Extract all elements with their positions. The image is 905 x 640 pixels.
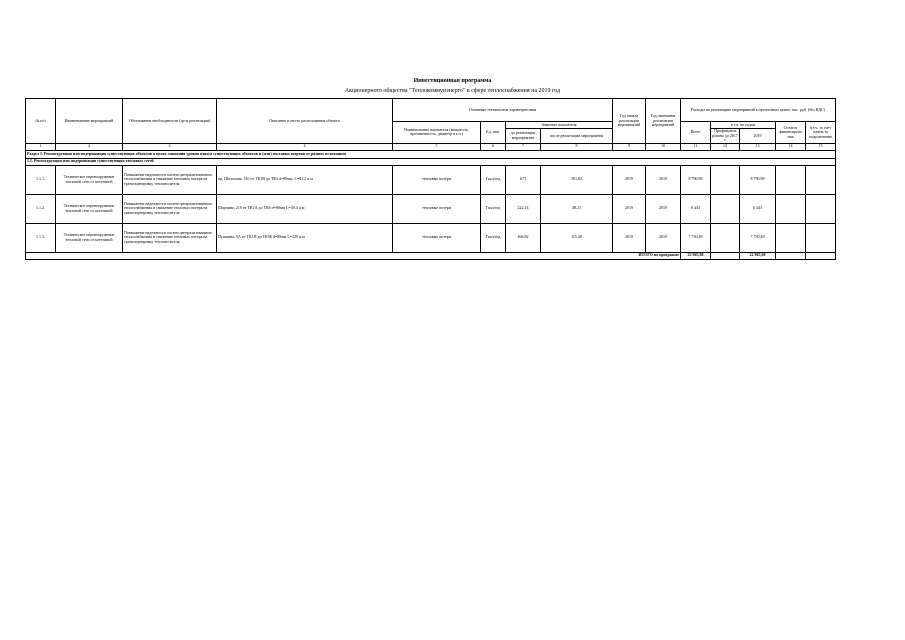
row-characteristic: тепловые потери xyxy=(393,223,481,252)
header-num: № п/п xyxy=(26,99,56,144)
row-year-start: 2019 xyxy=(613,165,646,194)
column-number: 15 xyxy=(806,143,836,150)
row-justification: Повышение надежности систем централизованного теплоснабжения и снижение тепловых потерь на транспортировку теплоносителя xyxy=(123,165,217,194)
row-after: 115,40 xyxy=(541,223,613,252)
column-number: 3 xyxy=(123,143,217,150)
column-number: 4 xyxy=(217,143,393,150)
header-year-start: Год начала реализации мероприятий xyxy=(613,99,646,144)
document-title: Инвестиционная программа xyxy=(413,78,492,84)
document-subtitle: Акционерного общества "Теплокоммунэнерго" в сфере теплоснабжения на 2019 год xyxy=(344,88,561,94)
row-year-2019: 7 730,49 xyxy=(740,223,776,252)
header-by-years: в т.ч. по годам xyxy=(711,122,776,129)
table-row xyxy=(26,223,836,252)
column-number: 9 xyxy=(613,143,646,150)
row-characteristic: тепловые потери xyxy=(393,194,481,223)
table-row xyxy=(26,194,836,223)
row-unit: Гкал/год xyxy=(481,165,506,194)
column-number: 13 xyxy=(740,143,776,150)
row-year-start: 2019 xyxy=(613,223,646,252)
row-remaining xyxy=(776,165,806,194)
row-year-2019: 8 790,99 xyxy=(740,165,776,194)
header-row-1 xyxy=(26,99,836,122)
column-number: 2 xyxy=(56,143,123,150)
row-total: 8 790,99 xyxy=(681,165,711,194)
table-row xyxy=(26,165,836,194)
header-year-2019: 2019 xyxy=(740,129,776,144)
header-year-end: Год окончания реализации мероприятий xyxy=(646,99,681,144)
row-funded-before xyxy=(711,165,740,194)
row-name: Техническое перевооружение тепловой сети от котельной xyxy=(56,223,123,252)
row-after: 391,82 xyxy=(541,165,613,194)
column-numbers-row xyxy=(26,143,836,150)
row-justification: Повышение надежности систем централизованного теплоснабжения и снижение тепловых потерь на транспортировку теплоносителя xyxy=(123,194,217,223)
row-year-start: 2019 xyxy=(613,194,646,223)
row-connection-fee xyxy=(806,194,836,223)
subsection-title: 1.1. Реконструкция или модернизация существующих тепловых сетей xyxy=(26,158,836,165)
row-before: 466,82 xyxy=(506,223,541,252)
row-unit: Гкал/год xyxy=(481,223,506,252)
row-after: 48,21 xyxy=(541,194,613,223)
row-connection-fee xyxy=(806,165,836,194)
header-description: Описание и место расположения объекта xyxy=(217,99,393,144)
row-num: 1.1.2. xyxy=(26,194,56,223)
column-number: 6 xyxy=(481,143,506,150)
header-costs: Расходы на реализацию мероприятий в прогнозных ценах, тыс. руб. (без НДС) xyxy=(681,99,836,122)
header-name: Наименование мероприятий xyxy=(56,99,123,144)
column-number: 11 xyxy=(681,143,711,150)
row-remaining xyxy=(776,194,806,223)
row-before: 673 xyxy=(506,165,541,194)
investment-program-table xyxy=(25,98,836,260)
header-funded-before: Профинанси ровано до 2017 г. xyxy=(712,128,738,143)
total-connection-fee xyxy=(806,252,836,259)
column-number: 8 xyxy=(541,143,613,150)
row-total: 6 443 xyxy=(681,194,711,223)
header-after: после реализации мероприятия xyxy=(541,129,613,144)
section-title: Раздел 1. Реконструкция или модернизация существующих объектов в целях снижения уровня износа существующих объектов и (или) поставки энергии от разных источников xyxy=(26,150,836,158)
row-unit: Гкал/год xyxy=(481,194,506,223)
row-year-2019: 6 443 xyxy=(740,194,776,223)
row-description: Шаумяна, 210 от ТК1А до ТК6 d=80мм L=39,4 п.м xyxy=(217,194,393,223)
total-remaining xyxy=(776,252,806,259)
header-main-characteristics: Основные технические характеристики xyxy=(393,99,613,122)
header-unit: Ед. изм. xyxy=(481,122,506,144)
total-label: ИТОГО по программе xyxy=(26,252,681,259)
row-name: Техническое перевооружение тепловой сети от котельной xyxy=(56,194,123,223)
row-year-end: 2019 xyxy=(646,223,681,252)
row-total: 7 730,49 xyxy=(681,223,711,252)
subsection-row xyxy=(26,158,836,165)
total-row xyxy=(26,252,836,259)
header-values: Значение показателя xyxy=(506,122,613,129)
header-before: до реализации мероприятия xyxy=(506,129,541,144)
header-characteristic-name: Наименование показателя (мощность, протяженность, диаметр и т.п.) xyxy=(393,122,481,144)
row-name: Техническое перевооружение тепловой сети от котельной xyxy=(56,165,123,194)
row-year-end: 2019 xyxy=(646,194,681,223)
row-characteristic: тепловые потери xyxy=(393,165,481,194)
row-remaining xyxy=(776,223,806,252)
row-num: 1.1.3. xyxy=(26,223,56,252)
total-year-2019: 22 965,08 xyxy=(740,252,776,259)
total-sum: 22 965,08 xyxy=(681,252,711,259)
section-row xyxy=(26,150,836,158)
row-year-end: 2019 xyxy=(646,165,681,194)
row-description: пр. Шолохова, 310 от ТК1В до ТК3 d=89мм, L=81,2 п.м xyxy=(217,165,393,194)
row-funded-before xyxy=(711,194,740,223)
row-funded-before xyxy=(711,223,740,252)
column-number: 1 xyxy=(26,143,56,150)
row-justification: Повышение надежности систем централизованного теплоснабжения и снижение тепловых потерь на транспортировку теплоносителя xyxy=(123,223,217,252)
total-funded-before xyxy=(711,252,740,259)
row-num: 1.1.1. xyxy=(26,165,56,194)
column-number: 10 xyxy=(646,143,681,150)
column-number: 7 xyxy=(506,143,541,150)
column-number: 5 xyxy=(393,143,481,150)
header-total: Всего xyxy=(681,122,711,144)
header-justification: Обоснование необходимости (цель реализации) xyxy=(123,99,217,144)
header-remaining: Остаток финансирова ния xyxy=(776,122,806,144)
row-description: Пушкина, 5А от ТК1П до ТК9Б d=89мм L=129 п.м xyxy=(217,223,393,252)
column-number: 14 xyxy=(776,143,806,150)
row-before: 222,14 xyxy=(506,194,541,223)
column-number: 12 xyxy=(711,143,740,150)
row-connection-fee xyxy=(806,223,836,252)
header-connection-fee: в т.ч. за счет платы за подключение xyxy=(806,122,836,144)
